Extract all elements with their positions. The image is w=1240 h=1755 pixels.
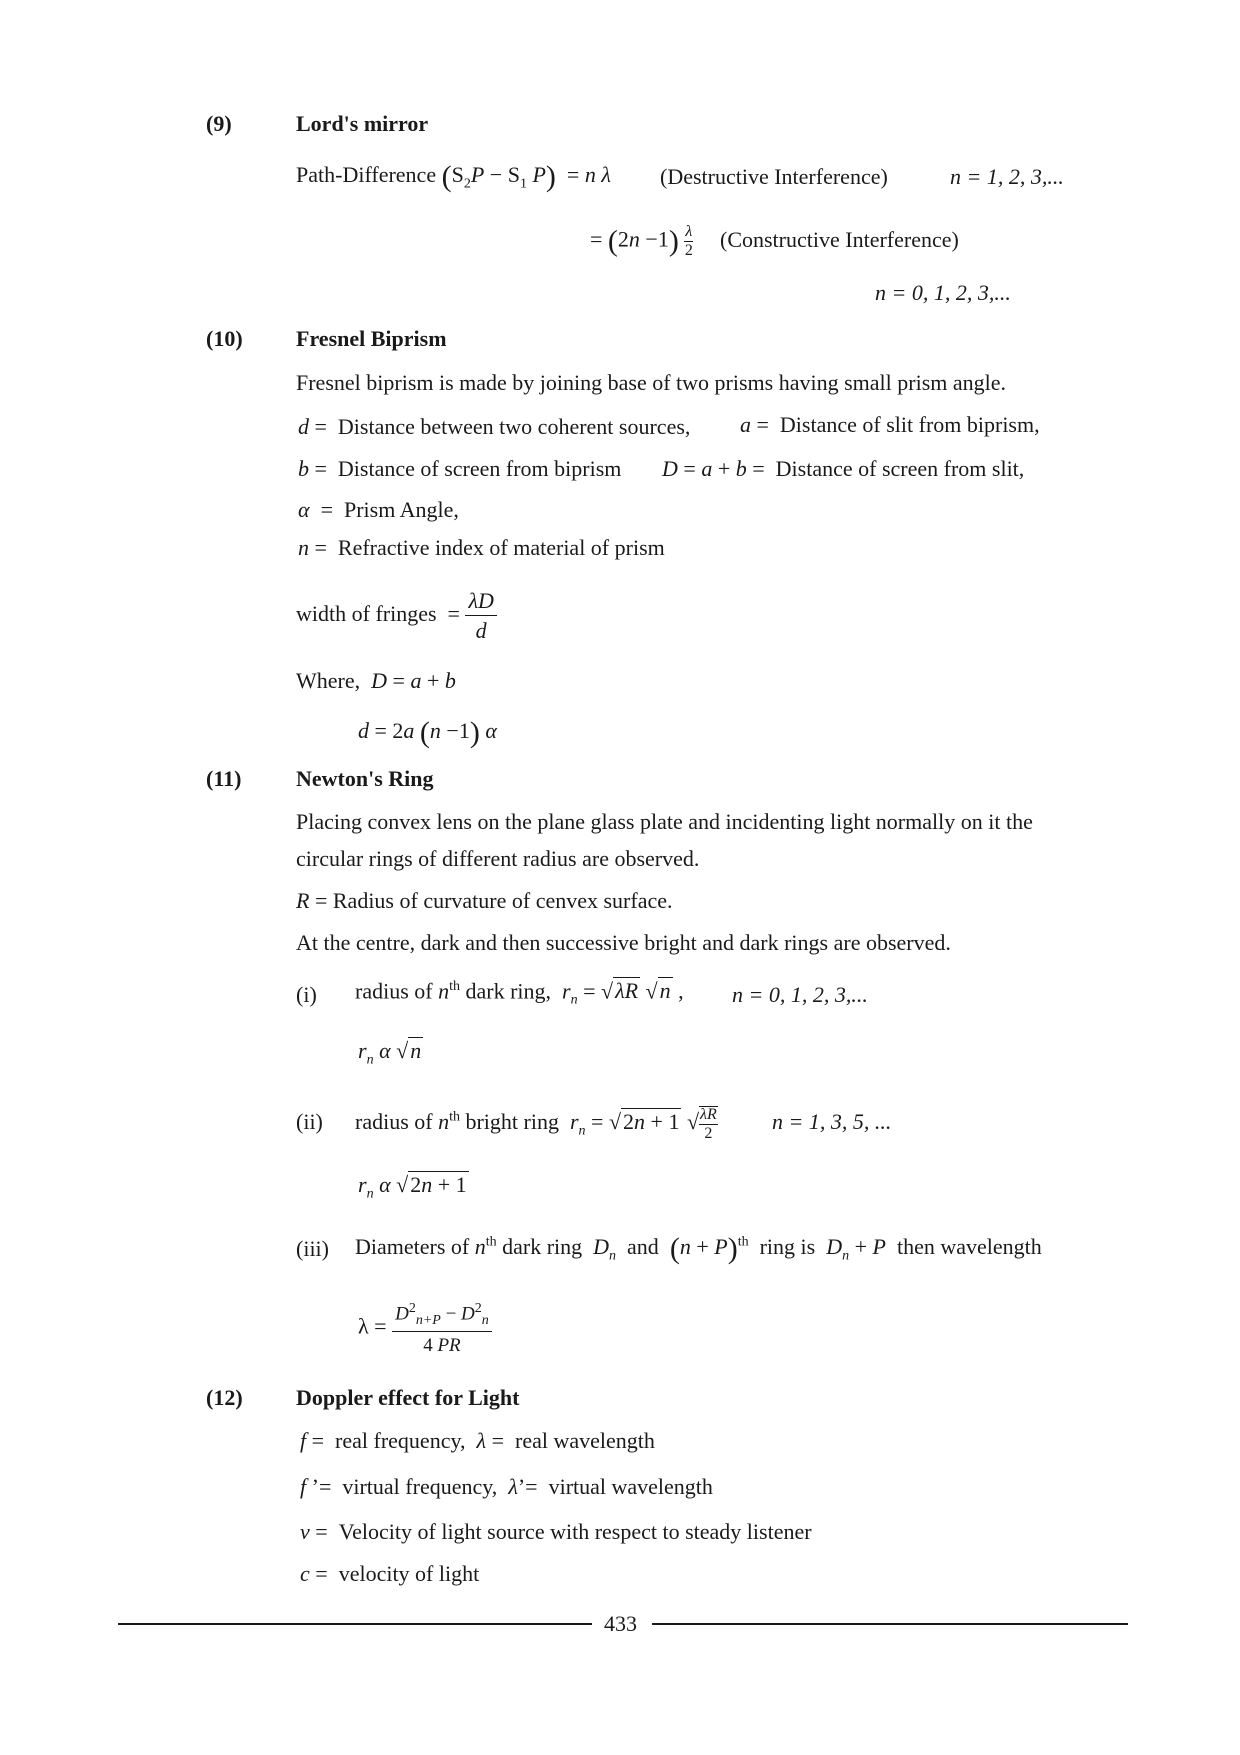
item-iii-label: (iii) xyxy=(296,1236,329,1261)
b-definition: b = Distance of screen from biprism xyxy=(298,456,622,481)
page-number: 433 xyxy=(604,1611,637,1636)
path-difference-line: Path-Difference ($S_2P - S_1$ P) = n λ xyxy=(296,160,611,193)
centre-statement: At the centre, dark and then successive bright and dark rings are observed. xyxy=(296,930,951,955)
d-definition: d = Distance between two coherent sources, xyxy=(298,414,691,439)
fringe-width-label: width of fringes xyxy=(296,601,437,627)
alpha-definition: α = Prism Angle, xyxy=(298,497,459,522)
fringe-width-formula: width of fringes = $\frac{\lambda D}{d}$ xyxy=(296,590,497,642)
destructive-label: (Destructive Interference) xyxy=(660,164,888,189)
v-definition: v = Velocity of light source with respect to steady listener xyxy=(300,1519,812,1544)
footer-rule-left xyxy=(118,1623,592,1625)
section-11-number: (11) xyxy=(206,766,242,791)
n-constructive-range: n = 0, 1, 2, 3,... xyxy=(875,280,1011,305)
section-12-number: (12) xyxy=(206,1385,243,1410)
item-i-proportional: $r_n$ α √n xyxy=(358,1038,422,1068)
section-12-title: Doppler effect for Light xyxy=(296,1385,520,1410)
biprism-intro: Fresnel biprism is made by joining base of two prisms having small prism angle. xyxy=(296,370,1007,395)
where-line: Where, D = a + b xyxy=(296,668,456,693)
newton-intro-line-2: circular rings of different radius are observed. xyxy=(296,846,700,871)
D-definition: D = a + b = Distance of screen from slit, xyxy=(662,456,1025,481)
constructive-label: (Constructive Interference) xyxy=(720,227,959,252)
constructive-equation: = (2n −1) $\frac{\lambda}{2}$ xyxy=(590,223,693,259)
section-9-title: Lord's mirror xyxy=(296,111,429,136)
f-definition: f = real frequency, λ = real wavelength xyxy=(300,1428,655,1453)
n-definition: n = Refractive index of material of prism xyxy=(298,535,665,560)
section-10-number: (10) xyxy=(206,326,243,351)
item-ii-formula: radius of $n^{th}$ bright ring $r_n = √2n + 1$ √ $\frac{\lambda R}{2}$ xyxy=(355,1106,717,1142)
R-definition: R = Radius of curvature of cenvex surface. xyxy=(296,888,673,913)
item-i-label: (i) xyxy=(296,982,317,1007)
wavelength-formula: λ = $\frac{D^2_{n+P} - D^2_n}{4 PR}$ xyxy=(358,1302,492,1355)
d-formula: d = 2a (n −1) α xyxy=(358,716,497,749)
n-destructive-range: n = 1, 2, 3,... xyxy=(950,164,1064,189)
item-ii-label: (ii) xyxy=(296,1109,323,1134)
item-i-range: n = 0, 1, 2, 3,... xyxy=(732,982,868,1007)
c-definition: c = velocity of light xyxy=(300,1561,480,1586)
f-prime-definition: f ’= virtual frequency, λ’= virtual wavelength xyxy=(300,1474,713,1499)
item-ii-range: n = 1, 3, 5, ... xyxy=(772,1109,892,1134)
newton-intro-line-1: Placing convex lens on the plane glass plate and incidenting light normally on it the xyxy=(296,809,1033,834)
section-10-title: Fresnel Biprism xyxy=(296,326,447,351)
path-difference-label: Path-Difference xyxy=(296,162,437,187)
section-9-number: (9) xyxy=(206,111,232,136)
item-ii-proportional: $r_n$ α √2n + 1 xyxy=(358,1172,467,1202)
item-i-formula: radius of $n^{th}$ dark ring, $r_n = √\lambda R$ √n , xyxy=(355,978,684,1008)
section-11-title: Newton's Ring xyxy=(296,766,434,791)
footer-rule-right xyxy=(652,1623,1128,1625)
item-iii-text: Diameters of $n^{th}$ dark ring $D_n$ and $(n + P)^{th}$ ring is $D_n + P$ then wavelength xyxy=(355,1232,1042,1265)
a-definition: a = Distance of slit from biprism, xyxy=(740,412,1040,437)
